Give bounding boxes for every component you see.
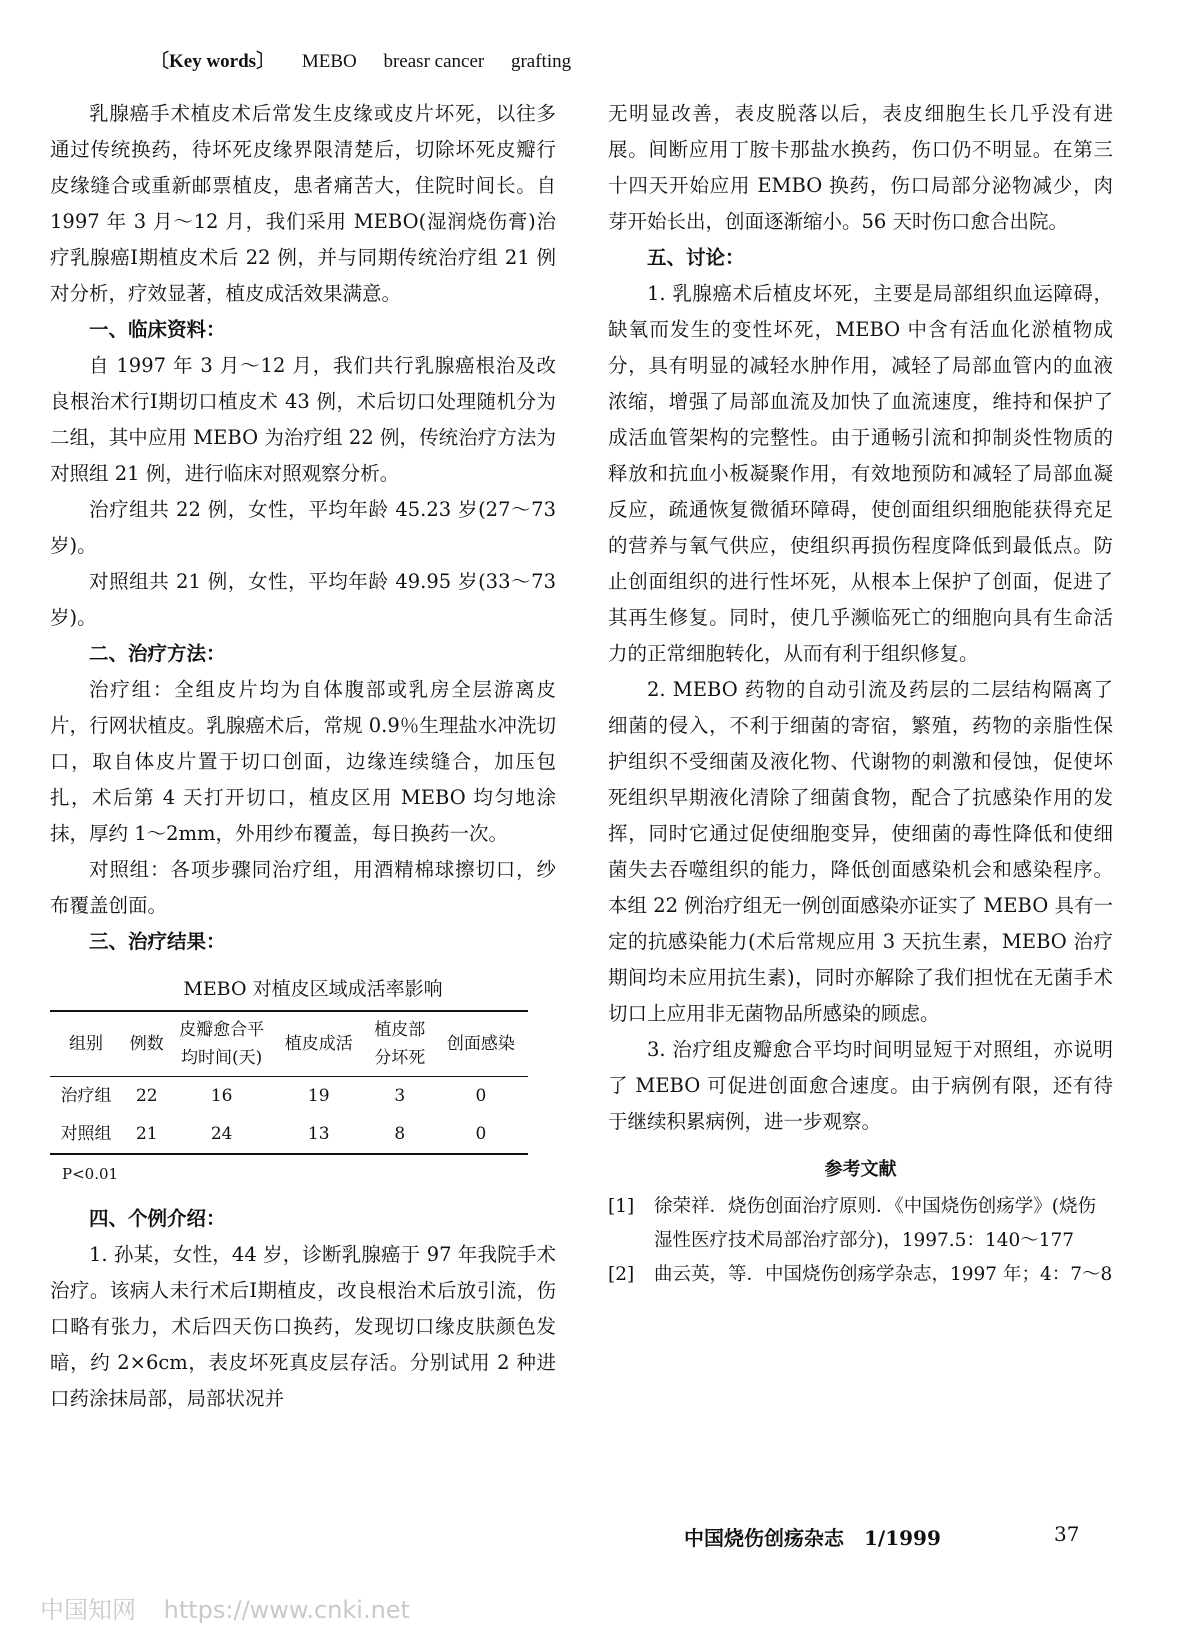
table-cell: 13 — [272, 1115, 366, 1154]
section-heading-discussion: 五、讨论： — [647, 246, 745, 269]
body-paragraph: 2. MEBO 药物的自动引流及药层的二层结构隔离了细菌的侵入，不利于细菌的寄宿，繁殖，药物的亲脂性保护组织不受细菌及液化物、代谢物的刺激和侵蚀，促使坏死组织早期液化清除了细菌食物，配合了抗感染作用的发挥，同时它通过促使细胞变异，使细菌的毒性降低和使细菌失去吞噬组织的能力，降低创面感染机会和感染程序。本组 22 例治疗组无一例创面感染亦证实了 MEBO 具有一定的抗感染能力(术后常规应用 3 天抗生素，MEBO 治疗期间均未应用抗生素)，同时亦解除了我们担忧在无菌手术切口上应用非无菌物品所感染的顾虑。 — [608, 678, 1113, 1025]
table-title: MEBO 对植皮区域成活率影响 — [183, 978, 443, 1000]
table-header-row — [50, 1011, 528, 1077]
table-cell: 3 — [394, 1086, 406, 1106]
table-cell: 16 — [210, 1086, 233, 1106]
table-header-cell: 创面感染 — [434, 1011, 528, 1077]
table-p-value-note: P<0.01 — [62, 1165, 119, 1183]
watermark-brand: 中国知网 — [40, 1596, 136, 1624]
table-header-cell: 植皮部分坏死 — [366, 1011, 434, 1077]
table-header-cell: 皮瓣愈合平均时间(天) — [172, 1011, 272, 1077]
table-cell: 治疗组 — [60, 1086, 112, 1106]
table-cell: 21 — [122, 1115, 172, 1154]
table-cell: 对照组 — [50, 1115, 122, 1154]
reference-text: 曲云英，等．中国烧伤创疡学杂志，1997 年；4：7～8 — [654, 1264, 1113, 1285]
body-paragraph: 1. 孙某，女性，44 岁，诊断乳腺癌于 97 年我院手术治疗。该病人未行术后Ⅰ期植皮，改良根治术后放引流，伤口略有张力，术后四天伤口换药，发现切口缘皮肤颜色发暗，约 2×6cm，表皮坏死真皮层存活。分别试用 2 种进口药涂抹局部，局部状况并 — [50, 1243, 556, 1410]
cnki-watermark — [40, 1590, 410, 1625]
body-paragraph: 对照组：各项步骤同治疗组，用酒精棉球擦切口，纱布覆盖创面。 — [50, 858, 556, 917]
left-column — [50, 96, 556, 1417]
page-number: 37 — [1054, 1522, 1080, 1546]
reference-number: [1] — [608, 1196, 635, 1217]
keywords-label: 〔Key words〕 — [150, 51, 276, 72]
section-heading-methods: 二、治疗方法： — [89, 642, 226, 665]
reference-item — [608, 1190, 1113, 1258]
keywords-line — [150, 46, 571, 73]
table-cell: 8 — [366, 1115, 434, 1154]
table-header-cell: 例数 — [122, 1011, 172, 1077]
references-heading: 参考文献 — [824, 1159, 897, 1180]
table-cell: 22 — [135, 1086, 158, 1106]
reference-number: [2] — [608, 1264, 635, 1285]
table-cell: 24 — [172, 1115, 272, 1154]
body-paragraph: 3. 治疗组皮瓣愈合平均时间明显短于对照组，亦说明了 MEBO 可促进创面愈合速度。由于病例有限，还有待于继续积累病例，进一步观察。 — [608, 1038, 1113, 1133]
body-paragraph: 自 1997 年 3 月～12 月，我们共行乳腺癌根治及改良根治术行Ⅰ期切口植皮术 43 例，术后切口处理随机分为二组，其中应用 MEBO 为治疗组 22 例，传统治疗方法为对照组 21 例，进行临床对照观察分析。 — [50, 354, 556, 485]
body-paragraph: 治疗组：全组皮片均为自体腹部或乳房全层游离皮片，行网状植皮。乳腺癌术后，常规 0.9％生理盐水冲洗切口，取自体皮片置于切口创面，边缘连续缝合，加压包扎，术后第 4 天打开切口，植皮区用 MEBO 均匀地涂抹，厚约 1～2mm，外用纱布覆盖，每日换药一次。 — [50, 678, 556, 845]
reference-item — [608, 1258, 1113, 1292]
results-table-block — [50, 974, 556, 1187]
table-row — [50, 1077, 528, 1116]
body-paragraph: 无明显改善，表皮脱落以后，表皮细胞生长几乎没有进展。间断应用丁胺卡那盐水换药，伤口仍不明显。在第三十四天开始应用 EMBO 换药，伤口局部分泌物减少，肉芽开始长出，创面逐渐缩小。56 天时伤口愈合出院。 — [608, 102, 1113, 233]
table-header-cell: 组别 — [50, 1011, 122, 1077]
results-table — [50, 1010, 528, 1155]
section-heading-clinical-data: 一、临床资料： — [89, 318, 226, 341]
body-paragraph: 对照组共 21 例，女性，平均年龄 49.95 岁(33～73 岁)。 — [50, 570, 556, 629]
table-cell: 0 — [475, 1086, 487, 1106]
right-column — [608, 96, 1113, 1292]
watermark-url: https://www.cnki.net — [163, 1596, 410, 1624]
body-paragraph: 1. 乳腺癌术后植皮坏死，主要是局部组织血运障碍，缺氧而发生的变性坏死，MEBO 中含有活血化淤植物成分，具有明显的减轻水肿作用，减轻了局部血管内的血液浓缩，增强了局部血流及加快了血流速度，维持和保护了成活血管架构的完整性。由于通畅引流和抑制炎性物质的释放和抗血小板凝聚作用，有效地预防和减轻了局部血凝反应，疏通恢复微循环障碍，使创面组织细胞能获得充足的营养与氧气供应，使组织再损伤程度降低到最低点。防止创面组织的进行性坏死，从根本上保护了创面，促进了其再生修复。同时，使几乎濒临死亡的细胞向具有生命活力的正常细胞转化，从而有利于组织修复。 — [608, 282, 1113, 665]
page-footer — [684, 1522, 1080, 1551]
table-cell: 19 — [307, 1086, 330, 1106]
intro-paragraph: 乳腺癌手术植皮术后常发生皮缘或皮片坏死，以往多通过传统换药，待坏死皮缘界限清楚后，切除坏死皮瓣行皮缘缝合或重新邮票植皮，患者痛苦大，住院时间长。自 1997 年 3 月～12 月，我们采用 MEBO(湿润烧伤膏)治疗乳腺癌Ⅰ期植皮术后 22 例，并与同期传统治疗组 21 例对分析，疗效显著，植皮成活效果满意。 — [50, 102, 556, 305]
journal-name: 中国烧伤创疡杂志 1/1999 — [684, 1526, 941, 1550]
keyword-term: breasr cancer — [383, 51, 485, 72]
table-cell: 0 — [434, 1115, 528, 1154]
section-heading-case-report: 四、个例介绍： — [89, 1207, 226, 1230]
keyword-term: MEBO — [301, 51, 357, 72]
table-row — [50, 1115, 528, 1154]
body-paragraph: 治疗组共 22 例，女性，平均年龄 45.23 岁(27～73 岁)。 — [50, 498, 556, 557]
keyword-term: grafting — [510, 51, 572, 72]
section-heading-results: 三、治疗结果： — [89, 930, 226, 953]
reference-text: 徐荣祥．烧伤创面治疗原则．《中国烧伤创疡学》(烧伤湿性医疗技术局部治疗部分)，1997.5：140～177 — [654, 1196, 1096, 1251]
table-header-cell: 植皮成活 — [272, 1011, 366, 1077]
